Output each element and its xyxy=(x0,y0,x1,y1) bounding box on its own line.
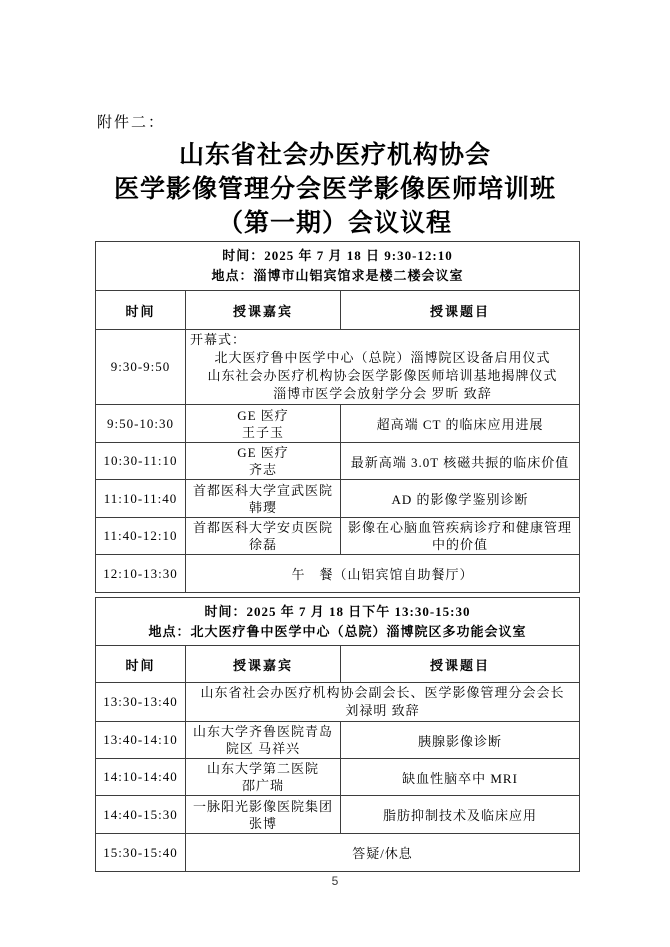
topic-cell: 最新高端 3.0T 核磁共振的临床价值 xyxy=(341,443,580,480)
speaker-org: 一脉阳光影像医院集团 xyxy=(192,798,333,814)
time-cell: 11:10-11:40 xyxy=(96,480,186,518)
lunch-cell: 午 餐（山铝宾馆自助餐厅） xyxy=(186,555,580,593)
time-cell: 11:40-12:10 xyxy=(96,518,186,555)
morning-column-header-row xyxy=(96,291,580,330)
table-row xyxy=(96,722,580,759)
opening-line-3: 山东社会办医疗机构协会医学影像医师培训基地揭牌仪式 xyxy=(207,368,558,383)
table-row xyxy=(96,796,580,834)
table-row xyxy=(96,683,580,722)
afternoon-session-location: 地点：北大医疗鲁中医学中心（总院）淄博院区多功能会议室 xyxy=(148,623,527,639)
title-line-3: （第一期）会议议程 xyxy=(217,210,452,237)
table-row xyxy=(96,555,580,593)
opening-line-1: 开幕式： xyxy=(190,332,247,347)
speaker-cell xyxy=(186,443,341,480)
morning-schedule-table xyxy=(95,241,580,593)
opening-ceremony-cell xyxy=(186,330,580,405)
topic-cell: 超高端 CT 的临床应用进展 xyxy=(341,405,580,443)
speaker-org: 山东大学齐鲁医院青岛 xyxy=(192,724,333,739)
speaker-name: 徐磊 xyxy=(248,537,277,552)
afternoon-schedule-table xyxy=(95,597,580,872)
table-row xyxy=(96,518,580,555)
speaker-org: 首都医科大学宣武医院 xyxy=(192,482,333,498)
opening-line-1: 山东省社会办医疗机构协会副会长、医学影像管理分会会长 xyxy=(200,685,565,700)
speaker-name: 邵广瑞 xyxy=(241,778,284,793)
speaker-name: 张博 xyxy=(248,815,277,831)
speaker-cell xyxy=(186,405,341,443)
opening-line-2: 北大医疗鲁中医学中心（总院）淄博院区设备启用仪式 xyxy=(214,350,551,365)
speaker-org: GE 医疗 xyxy=(237,407,289,423)
table-row xyxy=(96,443,580,480)
table-row xyxy=(96,834,580,872)
column-header-time: 时间 xyxy=(96,291,186,330)
topic-cell: 缺血性脑卒中 MRI xyxy=(341,759,580,796)
title-line-2: 医学影像管理分会医学影像医师培训班 xyxy=(113,176,556,203)
time-cell: 14:10-14:40 xyxy=(96,759,186,796)
speaker-name: 齐志 xyxy=(248,462,277,477)
speaker-org: 首都医科大学安贞医院 xyxy=(192,520,333,535)
column-header-time: 时间 xyxy=(96,646,186,683)
morning-session-time: 时间：2025 年 7 月 18 日 9:30-12:10 xyxy=(222,248,453,263)
topic-cell: 影像在心脑血管疾病诊疗和健康管理中的价值 xyxy=(341,518,580,555)
speaker-org: 山东大学第二医院 xyxy=(206,761,319,776)
topic-cell: 脂肪抑制技术及临床应用 xyxy=(341,796,580,834)
topic-cell: AD 的影像学鉴别诊断 xyxy=(341,480,580,518)
qa-break-cell: 答疑/休息 xyxy=(186,834,580,872)
afternoon-session-info xyxy=(96,598,580,646)
topic-cell: 胰腺影像诊断 xyxy=(341,722,580,759)
speaker-cell xyxy=(186,518,341,555)
afternoon-session-header-row xyxy=(96,598,580,646)
speaker-name: 王子玉 xyxy=(241,424,284,440)
speaker-cell xyxy=(186,796,341,834)
column-header-speaker: 授课嘉宾 xyxy=(186,646,341,683)
speaker-cell xyxy=(186,722,341,759)
time-cell: 9:30-9:50 xyxy=(96,330,186,405)
opening-line-4: 淄博市医学会放射学分会 罗昕 致辞 xyxy=(273,386,492,401)
table-row xyxy=(96,330,580,405)
document-title xyxy=(0,139,670,241)
time-cell: 9:50-10:30 xyxy=(96,405,186,443)
time-cell: 13:30-13:40 xyxy=(96,683,186,722)
column-header-speaker: 授课嘉宾 xyxy=(186,291,341,330)
title-line-1: 山东省社会办医疗机构协会 xyxy=(178,142,491,169)
table-row xyxy=(96,759,580,796)
table-row xyxy=(96,405,580,443)
speaker-org: GE 医疗 xyxy=(237,445,289,460)
column-header-topic: 授课题目 xyxy=(341,646,580,683)
time-cell: 13:40-14:10 xyxy=(96,722,186,759)
column-header-topic: 授课题目 xyxy=(341,291,580,330)
time-cell: 14:40-15:30 xyxy=(96,796,186,834)
time-cell: 10:30-11:10 xyxy=(96,443,186,480)
speaker-cell xyxy=(186,480,341,518)
time-cell: 12:10-13:30 xyxy=(96,555,186,593)
table-row xyxy=(96,480,580,518)
time-cell: 15:30-15:40 xyxy=(96,834,186,872)
morning-session-info xyxy=(96,242,580,291)
afternoon-opening-cell xyxy=(186,683,580,722)
opening-line-2: 刘禄明 致辞 xyxy=(345,703,420,718)
morning-session-header-row xyxy=(96,242,580,291)
morning-session-location: 地点：淄博市山铝宾馆求是楼二楼会议室 xyxy=(211,268,464,283)
speaker-name: 韩璎 xyxy=(248,499,277,515)
afternoon-column-header-row xyxy=(96,646,580,683)
speaker-name: 院区 马祥兴 xyxy=(225,741,301,756)
attachment-label: 附件二： xyxy=(97,115,166,131)
afternoon-session-time: 时间：2025 年 7 月 18 日下午 13:30-15:30 xyxy=(204,603,471,619)
page-number: 5 xyxy=(331,874,339,888)
speaker-cell xyxy=(186,759,341,796)
